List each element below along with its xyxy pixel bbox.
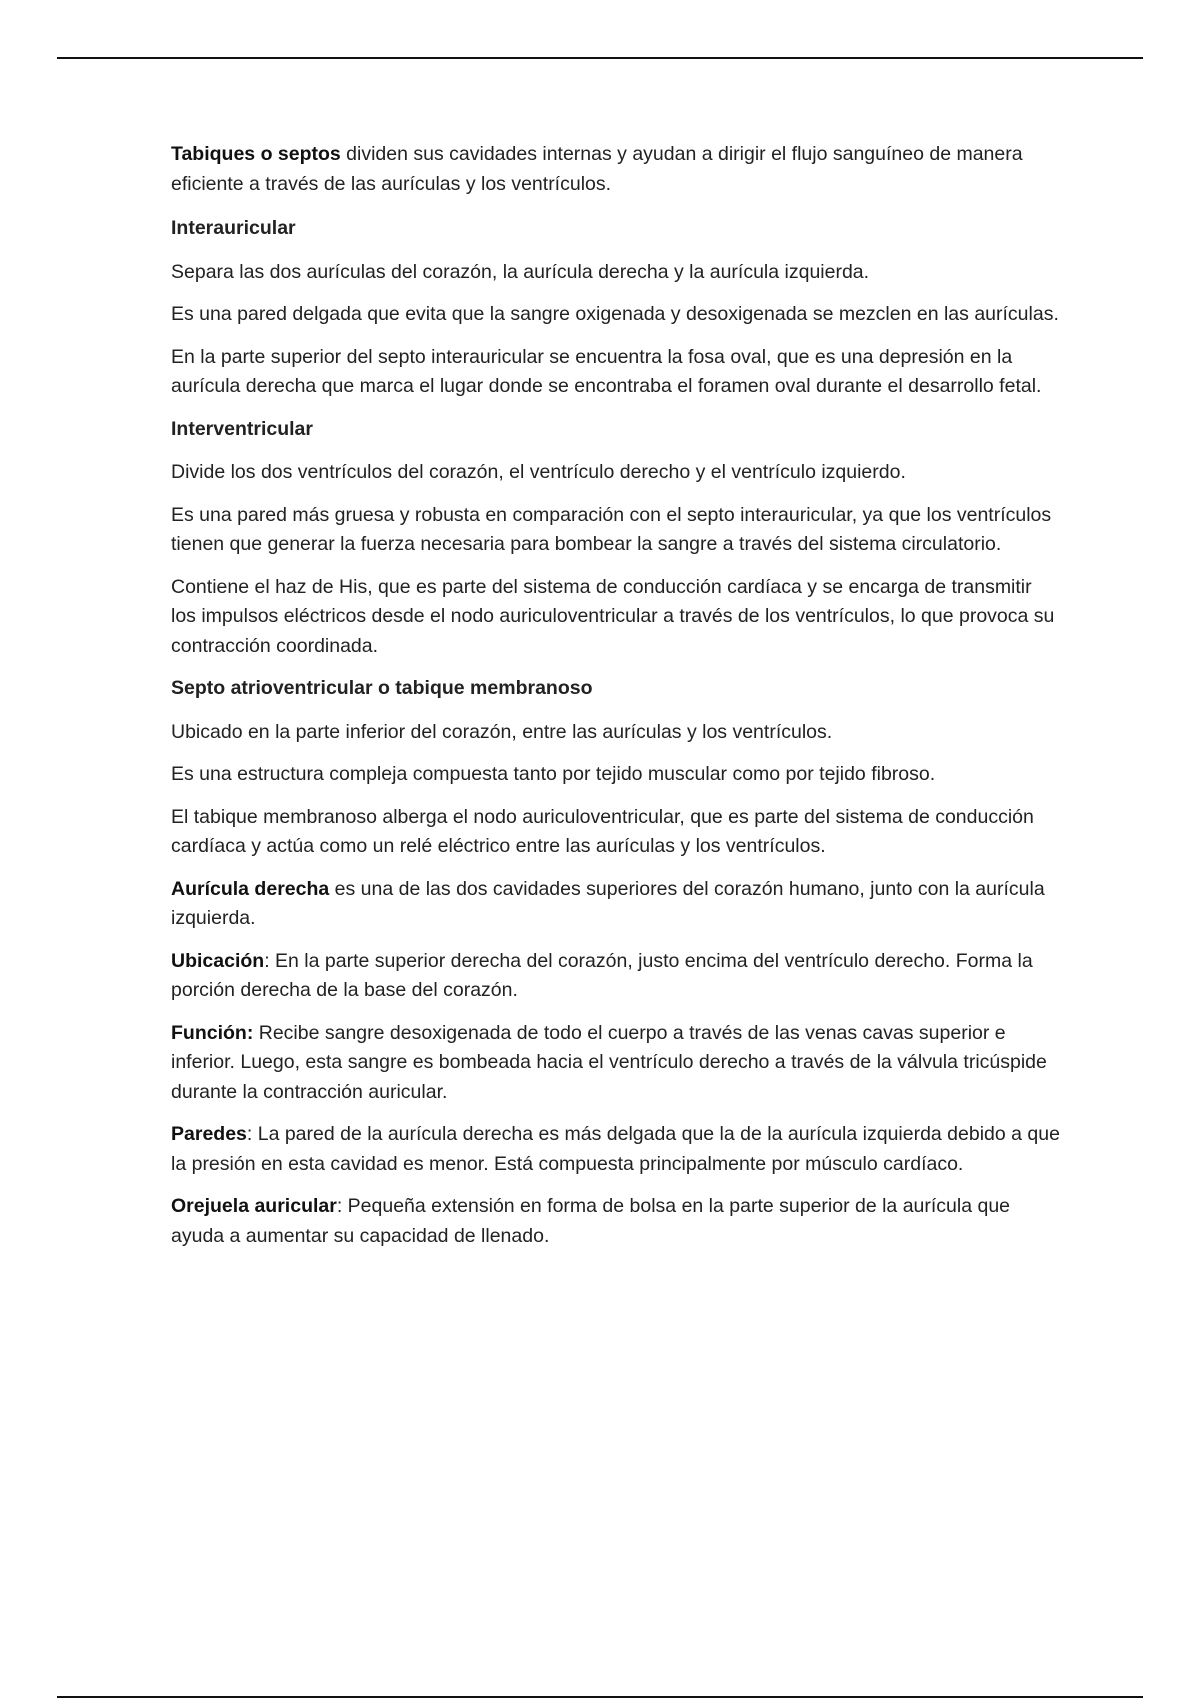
orejuela-text: : Pequeña extensión en forma de bolsa en la parte superior de la aurícula que ayuda a aumentar su capacidad de llenado. xyxy=(171,1195,1011,1247)
interauricular-paragraph-1: Separa las dos aurículas del corazón, la aurícula derecha y la aurícula izquierda. xyxy=(171,260,870,283)
funcion-text: Recibe sangre desoxigenada de todo el cuerpo a través de las venas cavas superior e inferior. Luego, esta sangre es bombeada hacia el ventrículo derecho a través de la válvula tricúspide durante la contracción auricular. xyxy=(171,1021,1047,1103)
funcion-paragraph xyxy=(171,1019,1061,1108)
interauricular-paragraph-3: En la parte superior del septo interauricular se encuentra la fosa oval, que es una depresión en la aurícula derecha que marca el lugar donde se encontraba el foramen oval durante el desarrollo fetal. xyxy=(171,345,1042,397)
header-rule xyxy=(57,57,1143,59)
ubicacion-text: : En la parte superior derecha del corazón, justo encima del ventrículo derecho. Forma la porción derecha de la base del corazón. xyxy=(171,949,1033,1001)
heading-atrioventricular: Septo atrioventricular o tabique membranoso xyxy=(171,677,593,699)
ubicacion-paragraph xyxy=(171,947,1061,1006)
heading-interauricular: Interauricular xyxy=(171,217,296,239)
intro-term: Tabiques o septos xyxy=(171,143,341,165)
orejuela-term: Orejuela auricular xyxy=(171,1195,337,1217)
interventricular-paragraph-3: Contiene el haz de His, que es parte del sistema de conducción cardíaca y se encarga de transmitir los impulsos eléctricos desde el nodo auriculoventricular a través de los ventrículos, lo que provoca su contracción coordinada. xyxy=(171,575,1055,657)
atrioventricular-paragraph-2: Es una estructura compleja compuesta tanto por tejido muscular como por tejido fibroso. xyxy=(171,763,936,785)
auricula-derecha-text: es una de las dos cavidades superiores del corazón humano, junto con la aurícula izquierda. xyxy=(171,877,1045,929)
footer-rule xyxy=(57,1696,1143,1698)
paredes-text: : La pared de la aurícula derecha es más delgada que la de la aurícula izquierda debido a que la presión en esta cavidad es menor. Está compuesta principalmente por músculo cardíaco. xyxy=(171,1123,1060,1175)
ubicacion-term: Ubicación xyxy=(171,949,265,972)
paredes-paragraph xyxy=(171,1120,1061,1179)
atrioventricular-paragraph-1: Ubicado en la parte inferior del corazón, entre las aurículas y los ventrículos. xyxy=(171,720,833,743)
paredes-term: Paredes xyxy=(171,1123,247,1145)
atrioventricular-paragraph-3: El tabique membranoso alberga el nodo auriculoventricular, que es parte del sistema de conducción cardíaca y actúa como un relé eléctrico entre las aurículas y los ventrículos. xyxy=(171,805,1034,857)
intro-paragraph xyxy=(171,140,1061,199)
funcion-term: Función: xyxy=(171,1021,254,1044)
interventricular-paragraph-2: Es una pared más gruesa y robusta en comparación con el septo interauricular, ya que los ventrículos tienen que generar la fuerza necesaria para bombear la sangre a través del sistema circulatorio. xyxy=(171,503,1052,555)
intro-text: dividen sus cavidades internas y ayudan a dirigir el flujo sanguíneo de manera eficiente a través de las aurículas y los ventrículos. xyxy=(171,143,1023,195)
interventricular-paragraph-1: Divide los dos ventrículos del corazón, el ventrículo derecho y el ventrículo izquierdo. xyxy=(171,461,906,483)
document-body xyxy=(171,140,1061,1264)
auricula-derecha-term: Aurícula derecha xyxy=(171,877,330,900)
auricula-derecha-paragraph xyxy=(171,875,1061,934)
orejuela-paragraph xyxy=(171,1192,1061,1251)
heading-interventricular: Interventricular xyxy=(171,417,313,440)
interauricular-paragraph-2: Es una pared delgada que evita que la sangre oxigenada y desoxigenada se mezclen en las aurículas. xyxy=(171,303,1059,325)
